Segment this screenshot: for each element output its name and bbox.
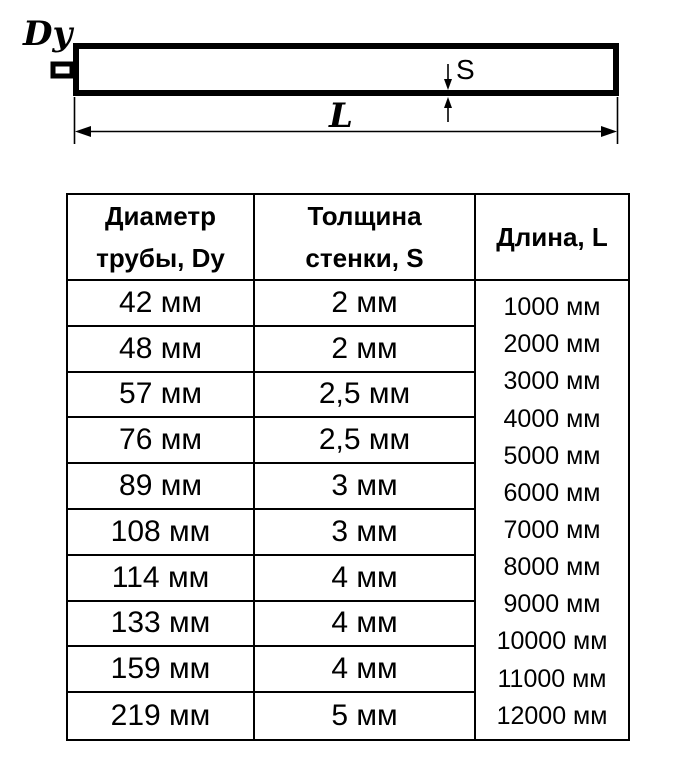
diameter-cell: 159 мм [68, 647, 255, 693]
pipe-end-tab [53, 64, 72, 76]
diameter-cell: 219 мм [68, 693, 255, 739]
thickness-cell: 2 мм [255, 281, 476, 327]
column-header-diameter [68, 195, 255, 281]
thickness-cell: 4 мм [255, 602, 476, 648]
thickness-cell: 4 мм [255, 647, 476, 693]
header-line: Диаметр [105, 201, 216, 231]
diameter-cell: 48 мм [68, 327, 255, 373]
diameter-cell: 133 мм [68, 602, 255, 648]
diameter-cell: 57 мм [68, 373, 255, 419]
pipe-body-outline [76, 46, 616, 93]
thickness-cell: 2 мм [255, 327, 476, 373]
length-item: 11000 мм [497, 664, 607, 693]
length-item: 5000 мм [503, 441, 601, 470]
column-header-length [476, 195, 628, 281]
s-arrow-up-icon [444, 97, 452, 122]
thickness-cell: 3 мм [255, 464, 476, 510]
header-line: Толщина [307, 201, 422, 231]
length-item: 7000 мм [503, 516, 601, 545]
diameter-cell: 108 мм [68, 510, 255, 556]
column-header-thickness [255, 195, 476, 281]
length-item: 6000 мм [503, 478, 601, 507]
s-label: S [456, 54, 475, 85]
header-line: трубы, Dy [96, 243, 225, 273]
length-item: 8000 мм [503, 553, 601, 582]
length-item: 12000 мм [496, 701, 608, 730]
header-line: стенки, S [305, 243, 424, 273]
length-item: 9000 мм [503, 590, 601, 619]
length-item: 10000 мм [496, 627, 608, 656]
diameter-cell: 42 мм [68, 281, 255, 327]
length-list [476, 281, 628, 739]
thickness-cell: 2,5 мм [255, 418, 476, 464]
thickness-cell: 4 мм [255, 556, 476, 602]
header-line: Длина, L [496, 222, 608, 252]
diameter-cell: 114 мм [68, 556, 255, 602]
length-item: 2000 мм [503, 330, 601, 359]
thickness-cell: 3 мм [255, 510, 476, 556]
thickness-cell: 5 мм [255, 693, 476, 739]
diameter-cell: 76 мм [68, 418, 255, 464]
diameter-cell: 89 мм [68, 464, 255, 510]
l-label: L [329, 96, 353, 136]
pipe-dimensions-table [66, 193, 630, 741]
length-item: 3000 мм [503, 367, 601, 396]
dy-label: Dy [23, 14, 73, 54]
pipe-schematic [0, 0, 681, 170]
length-item: 1000 мм [503, 293, 601, 322]
length-item: 4000 мм [503, 404, 601, 433]
thickness-cell: 2,5 мм [255, 373, 476, 419]
